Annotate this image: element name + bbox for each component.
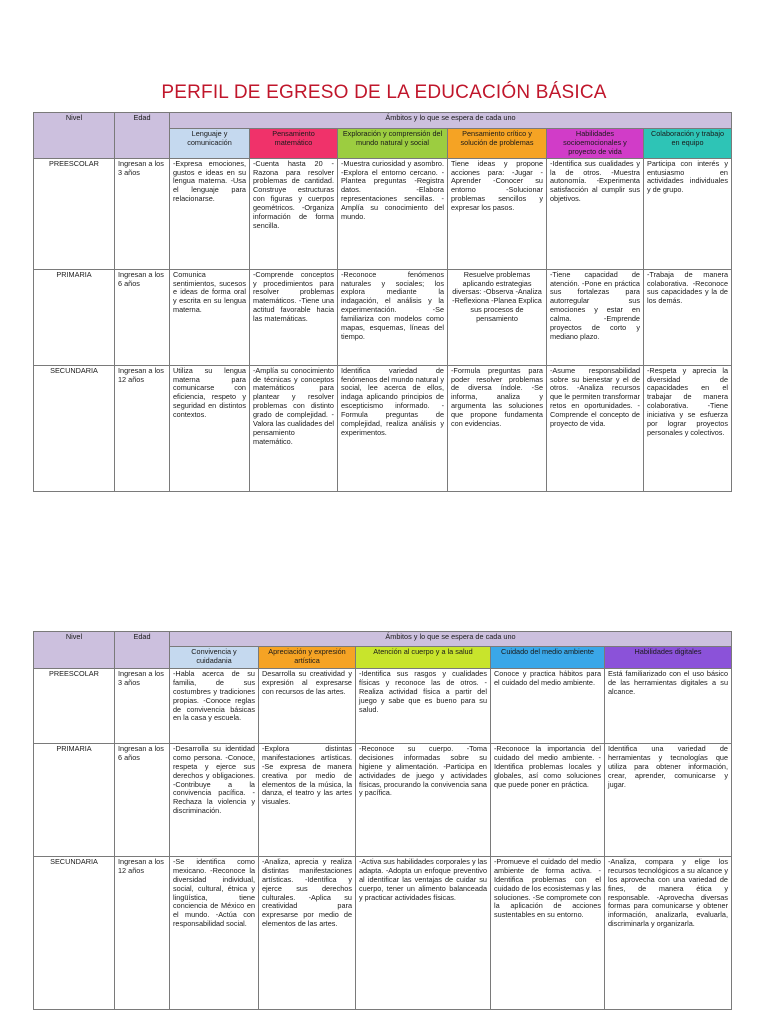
ambitos-header: Ámbitos y lo que se espera de cada uno [170, 113, 732, 129]
edad-cell: Ingresan a los 3 años [115, 158, 170, 269]
page-title: PERFIL DE EGRESO DE LA EDUCACIÓN BÁSICA [161, 82, 607, 103]
table-cell: Identifica variedad de fenómenos del mundo natural y social, lee acerca de ellos, indaga aplicando principios de escepticismo informado. -Formula preguntas de complejidad, realiza análisis y experimentos. [338, 365, 448, 491]
col-header-habilidades-socioemocionales: Habilidades socioemocionales y proyecto de vida [547, 129, 644, 159]
table-cell: -Explora distintas manifestaciones artísticas. -Se expresa de manera creativa por medio de elementos de la música, la danza, el teatro y las artes visuales. [259, 744, 356, 857]
col-header-apreciacion-artistica: Apreciación y expresión artística [259, 647, 356, 669]
table-cell: -Identifica sus rasgos y cualidades físicas y reconoce las de otros. -Realiza actividad física a partir del juego y sabe que es bueno para su salud. [356, 669, 491, 744]
nivel-header: Nivel [34, 113, 115, 159]
edad-cell: Ingresan a los 6 años [115, 744, 170, 857]
table-cell: Tiene ideas y propone acciones para: -Jugar -Aprender -Conocer su entorno -Solucionar problemas sencillos y expresar los pasos. [448, 158, 547, 269]
table-cell: -Reconoce la importancia del cuidado del medio ambiente. -Identifica problemas locales y globales, así como soluciones que puede poner en práctica. [491, 744, 605, 857]
perfil-table-1 [33, 112, 732, 492]
table-cell: Desarrolla su creatividad y expresión al expresarse con recursos de las artes. [259, 669, 356, 744]
table-cell: Participa con interés y entusiasmo en actividades individuales y de grupo. [644, 158, 732, 269]
table-cell: -Cuenta hasta 20 -Razona para resolver problemas de cantidad. Construye estructuras con figuras y cuerpos geométricos. -Organiza información de forma sencilla. [250, 158, 338, 269]
table-cell: -Expresa emociones, gustos e ideas en su lengua materna. -Usa el lenguaje para relacionarse. [170, 158, 250, 269]
table-cell: -Amplía su conocimiento de técnicas y conceptos matemáticos para plantear y resolver problemas con distinto grado de complejidad. -Valora las cualidades del pensamiento matemático. [250, 365, 338, 491]
edad-cell: Ingresan a los 12 años [115, 857, 170, 1010]
table-cell: -Promueve el cuidado del medio ambiente de forma activa. -Identifica problemas con el cuidado de los ecosistemas y las soluciones. -Se compromete con la aplicación de acciones sustentables en su entorno. [491, 857, 605, 1010]
col-header-convivencia: Convivencia y cuidadania [170, 647, 259, 669]
table-cell: -Comprende conceptos y procedimientos para resolver problemas matemáticos. -Tiene una actitud favorable hacia las matemáticas. [250, 269, 338, 365]
col-header-exploracion: Exploración y comprensión del mundo natural y social [338, 129, 448, 159]
table-cell: Utiliza su lengua materna para comunicarse con eficiencia, respeto y seguridad en distintos contextos. [170, 365, 250, 491]
table-cell: -Se identifica como mexicano. -Reconoce la diversidad individual, social, cultural, étnica y lingüística, tiene conciencia de México en el mundo. -Actúa con responsabilidad social. [170, 857, 259, 1010]
table-cell: -Reconoce su cuerpo. -Toma decisiones informadas sobre su higiene y alimentación. -Participa en actividades de juego y actividades físicas, procurando la convivencia sana y pacífica. [356, 744, 491, 857]
table-row [34, 365, 732, 491]
nivel-header: Nivel [34, 632, 115, 669]
nivel-cell: PREESCOLAR [34, 158, 115, 269]
table-cell: Identifica una variedad de herramientas y tecnologías que utiliza para obtener información, crear, aprender, comunicarse y jugar. [605, 744, 732, 857]
nivel-cell: PRIMARIA [34, 269, 115, 365]
table-cell: -Activa sus habilidades corporales y las adapta. -Adopta un enfoque preventivo al identificar las ventajas de cuidar su cuerpo, tener un alimento balanceada y practicar actividades físicas. [356, 857, 491, 1010]
table-cell: -Respeta y aprecia la diversidad de capacidades en el trabajar de manera colaborativa. -Tiene iniciativa y se esfuerza por lograr proyectos personales y colectivos. [644, 365, 732, 491]
table-cell: -Reconoce fenómenos naturales y sociales; los explora mediante la indagación, el análisis y la experimentación. -Se familiariza con modelos como mapas, esquemas, líneas del tiempo. [338, 269, 448, 365]
edad-header: Edad [115, 113, 170, 159]
table-cell: -Analiza, compara y elige los recursos tecnológicos a su alcance y los aprovecha con una variedad de fines, de manera ética y responsable. -Aprovecha diversas formas para comunicarse y obtener información, analizarla, evaluarla, discriminarla y organizarla. [605, 857, 732, 1010]
edad-header: Edad [115, 632, 170, 669]
col-header-cuidado-medio-ambiente: Cuidado del medio ambiente [491, 647, 605, 669]
nivel-cell: PREESCOLAR [34, 669, 115, 744]
table-cell: -Tiene capacidad de atención. -Pone en práctica sus fortalezas para autorregular sus emociones y estar en calma. -Emprende proyectos de corto y mediano plazo. [547, 269, 644, 365]
perfil-table-2 [33, 631, 732, 1010]
table-row [34, 158, 732, 269]
table-cell: -Desarrolla su identidad como persona. -Conoce, respeta y ejerce sus derechos y obligaciones. -Contribuye a la convivencia pacífica. -Rechaza la violencia y discriminación. [170, 744, 259, 857]
table-cell: -Asume responsabilidad sobre su bienestar y el de otros. -Analiza recursos que le permiten transformar retos en oportunidades. -Comprende el concepto de proyecto de vida. [547, 365, 644, 491]
table-row [34, 669, 732, 744]
col-header-lenguaje: Lenguaje y comunicación [170, 129, 250, 159]
table-cell: Comunica sentimientos, sucesos e ideas de forma oral y escrita en su lengua materna. [170, 269, 250, 365]
col-header-pensamiento-matematico: Pensamiento matemático [250, 129, 338, 159]
edad-cell: Ingresan a los 12 años [115, 365, 170, 491]
col-header-atencion-cuerpo: Atención al cuerpo y a la salud [356, 647, 491, 669]
table-cell: -Trabaja de manera colaborativa. -Reconoce sus capacidades y la de los demás. [644, 269, 732, 365]
table-cell: Está familiarizado con el uso básico de las herramientas digitales a su alcance. [605, 669, 732, 744]
table-cell: Resuelve problemas aplicando estrategias diversas: -Observa -Analiza -Reflexiona -Planea Explica sus procesos de pensamiento [448, 269, 547, 365]
table-cell: -Analiza, aprecia y realiza distintas manifestaciones artísticas. -Identifica y ejerce sus derechos culturales. -Aplica su creatividad para expresarse por medio de elementos de las artes. [259, 857, 356, 1010]
ambitos-header: Ámbitos y lo que se espera de cada uno [170, 632, 732, 647]
col-header-pensamiento-critico: Pensamiento crítico y solución de problemas [448, 129, 547, 159]
table-row [34, 269, 732, 365]
col-header-colaboracion: Colaboración y trabajo en equipo [644, 129, 732, 159]
nivel-cell: SECUNDARIA [34, 365, 115, 491]
table-cell: -Muestra curiosidad y asombro. -Explora el entorno cercano. -Plantea preguntas -Registra datos. -Elabora representaciones sencillas. -Amplía su conocimiento del mundo. [338, 158, 448, 269]
nivel-cell: PRIMARIA [34, 744, 115, 857]
col-header-habilidades-digitales: Habilidades digitales [605, 647, 732, 669]
table-cell: Conoce y practica hábitos para el cuidado del medio ambiente. [491, 669, 605, 744]
table-row [34, 744, 732, 857]
table-cell: -Identifica sus cualidades y la de otros. -Muestra autonomía. -Experimenta satisfacción al cumplir sus objetivos. [547, 158, 644, 269]
edad-cell: Ingresan a los 6 años [115, 269, 170, 365]
edad-cell: Ingresan a los 3 años [115, 669, 170, 744]
nivel-cell: SECUNDARIA [34, 857, 115, 1010]
table-cell: -Formula preguntas para poder resolver problemas de diversa índole. -Se informa, analiza y argumenta las soluciones que propone fundamenta con evidencias. [448, 365, 547, 491]
table-row [34, 857, 732, 1010]
table-cell: -Habla acerca de su familia, de sus costumbres y tradiciones propias. -Conoce reglas de convivencia básicas en la casa y escuela. [170, 669, 259, 744]
